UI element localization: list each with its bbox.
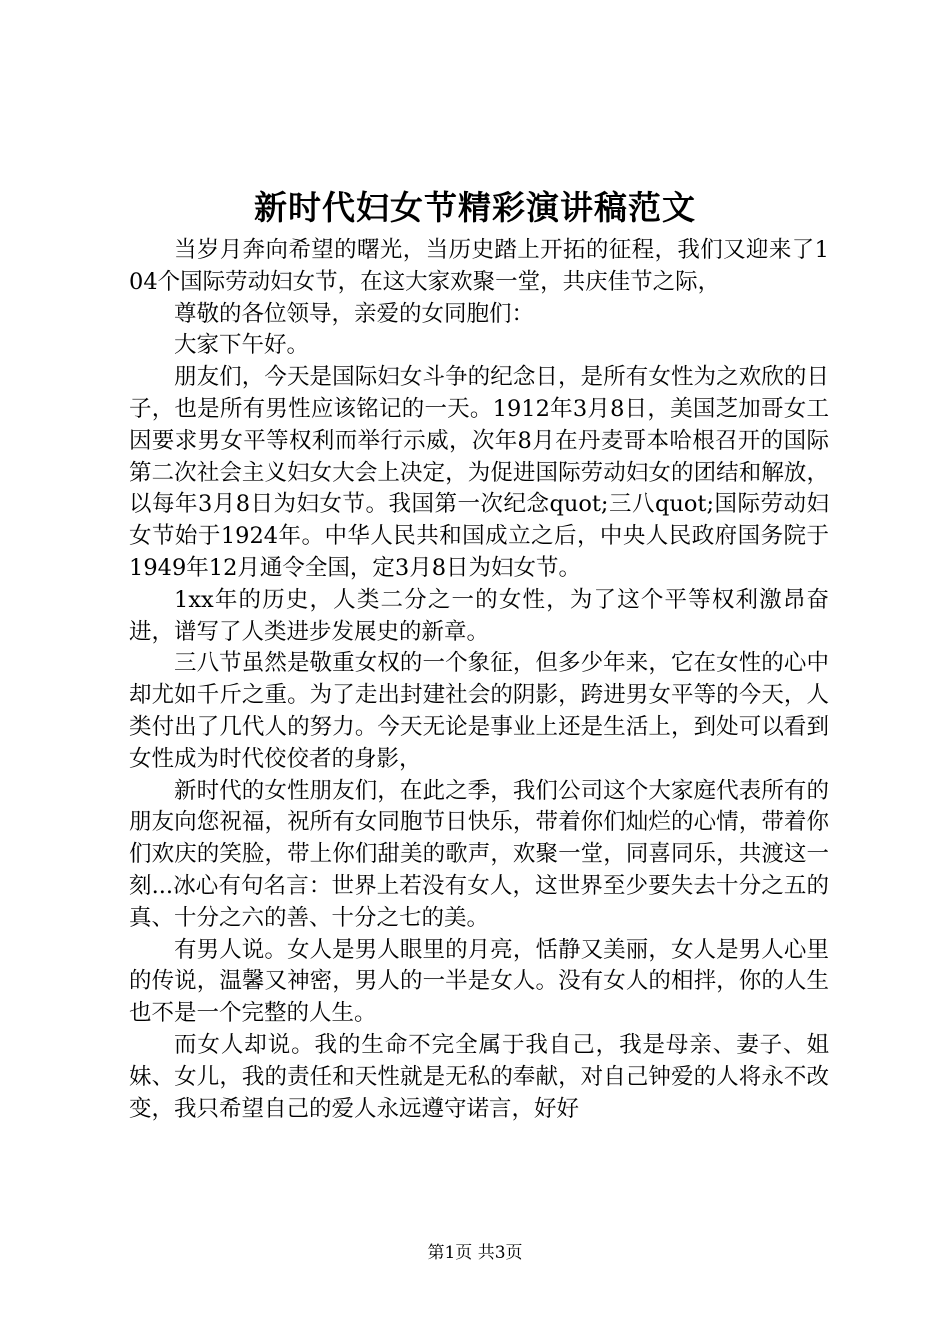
paragraph-men-say: 有男人说。女人是男人眼里的月亮，恬静又美丽，女人是男人心里的传说，温馨又神密，男人的一半是女人。没有女人的相拌，你的人生也不是一个完整的人生。 xyxy=(129,936,829,1027)
page-footer: 第1页 共3页 xyxy=(427,1243,523,1263)
paragraph-symbol: 三八节虽然是敬重女权的一个象征，但多少年来，它在女性的心中却尤如千斤之重。为了走出封建社会的阴影，跨进男女平等的今天，人类付出了几代人的努力。今天无论是事业上还是生活上，到处可以看到女性成为时代佼佼者的身影， xyxy=(129,650,829,772)
document-body xyxy=(129,235,829,1125)
paragraph-wishes: 新时代的女性朋友们，在此之季，我们公司这个大家庭代表所有的朋友向您祝福，祝所有女同胞节日快乐，带着你们灿烂的心情，带着你们欢庆的笑脸，带上你们甜美的歌声，欢聚一堂，同喜同乐，共渡这一刻...冰心有句名言：世界上若没有女人，这世界至少要失去十分之五的真、十分之六的善、十分之七的美。 xyxy=(129,777,829,931)
paragraph-salutation: 尊敬的各位领导，亲爱的女同胞们： xyxy=(174,300,535,327)
paragraph-greeting: 大家下午好。 xyxy=(174,332,310,359)
paragraph-opening: 当岁月奔向希望的曙光，当历史踏上开拓的征程，我们又迎来了104个国际劳动妇女节，在这大家欢聚一堂，共庆佳节之际， xyxy=(129,237,829,295)
document-title: 新时代妇女节精彩演讲稿范文 xyxy=(254,188,696,227)
paragraph-women-say: 而女人却说。我的生命不完全属于我自己，我是母亲、妻子、姐妹、女儿，我的责任和天性就是无私的奉献，对自己钟爱的人将永不改变，我只希望自己的爱人永远遵守诺言，好好 xyxy=(129,1031,829,1122)
paragraph-history: 朋友们，今天是国际妇女斗争的纪念日，是所有女性为之欢欣的日子，也是所有男性应该铭记的一天。1912年3月8日，美国芝加哥女工因要求男女平等权利而举行示威，次年8月在丹麦哥本哈根召开的国际第二次社会主义妇女大会上决定，为促进国际劳动妇女的团结和解放，以每年3月8日为妇女节。我国第一次纪念quot;三八quot;国际劳动妇女节始于1924年。中华人民共和国成立之后，中央人民政府国务院于1949年12月通令全国，定3月8日为妇女节。 xyxy=(129,364,829,581)
paragraph-century: 1xx年的历史，人类二分之一的女性，为了这个平等权利激昂奋进，谱写了人类进步发展史的新章。 xyxy=(129,586,829,645)
